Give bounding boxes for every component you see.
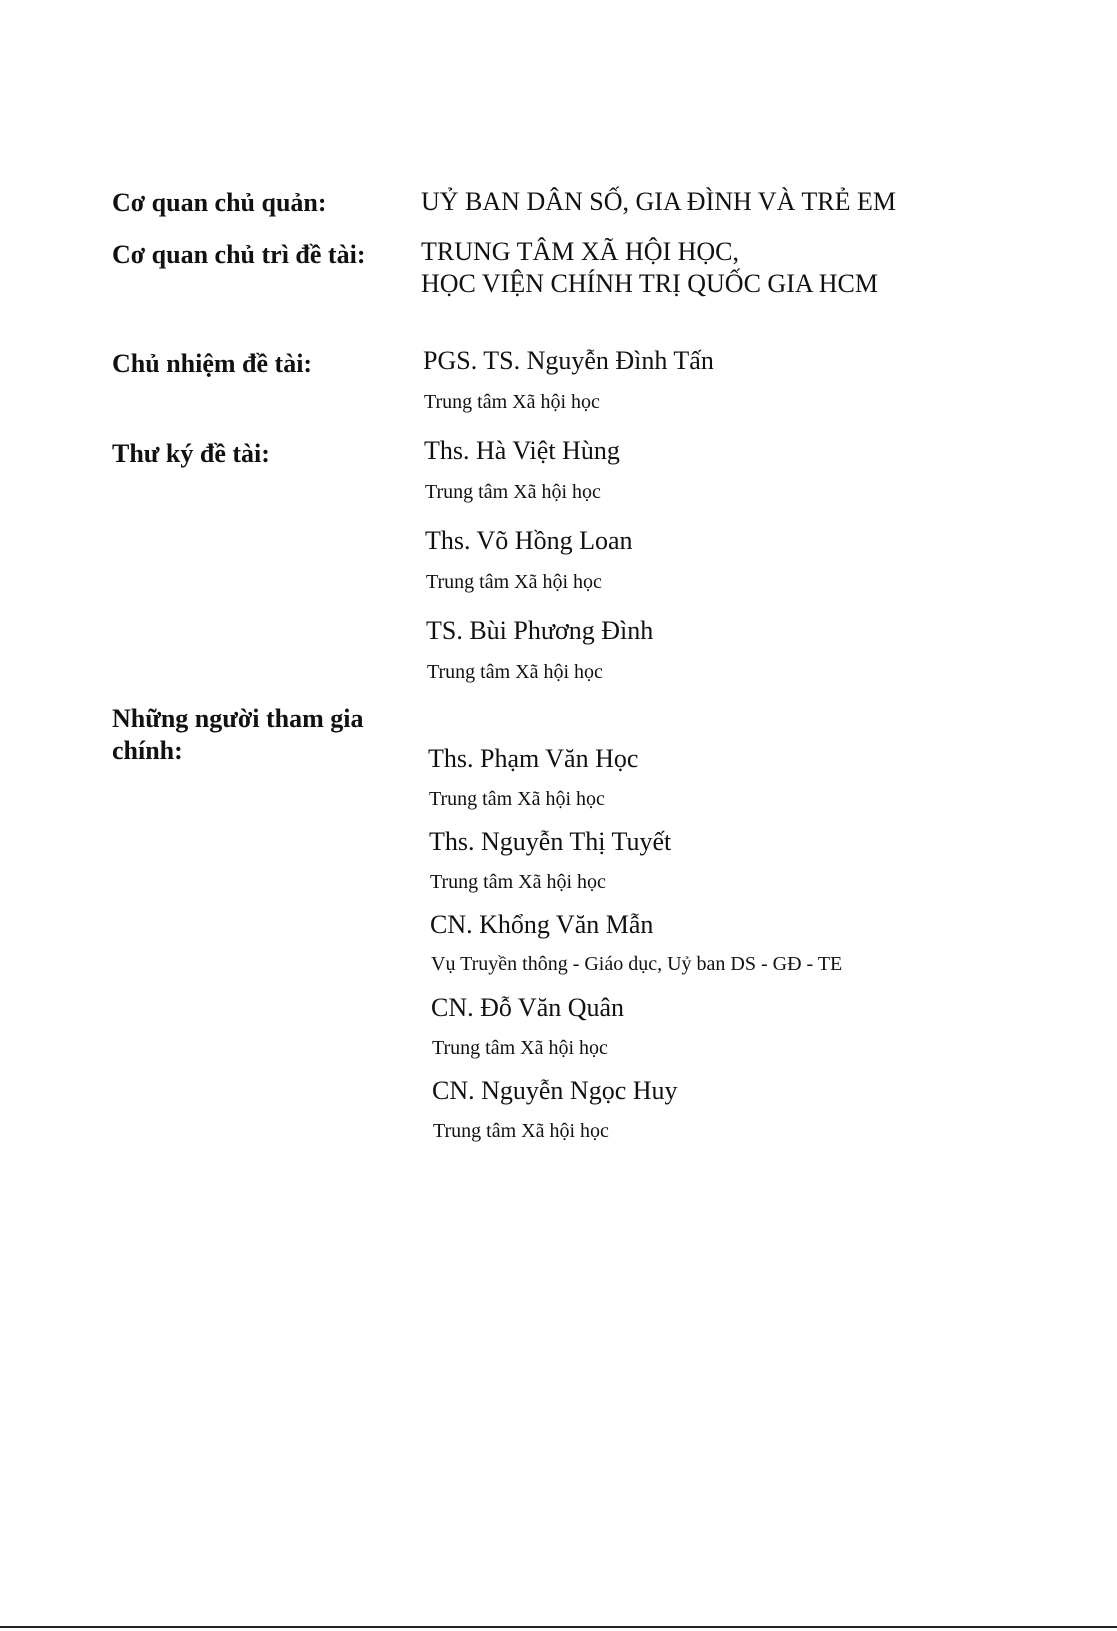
secretary-name: Ths. Hà Việt Hùng xyxy=(424,436,620,465)
project-secretary-label: Thư ký đề tài: xyxy=(112,439,270,468)
secretary-affiliation: Trung tâm Xã hội học xyxy=(426,571,602,593)
managing-agency-label: Cơ quan chủ quản: xyxy=(112,188,327,217)
participant-name: CN. Đỗ Văn Quân xyxy=(431,993,625,1022)
main-participants-label-line1: Những người tham gia xyxy=(112,704,364,733)
participant-affiliation: Trung tâm Xã hội học xyxy=(433,1120,609,1142)
host-agency-value-line2: HỌC VIỆN CHÍNH TRỊ QUỐC GIA HCM xyxy=(421,269,878,298)
main-participants-label-line2: chính: xyxy=(112,736,183,765)
participant-name: Ths. Nguyễn Thị Tuyết xyxy=(429,827,672,856)
secretary-name: Ths. Võ Hồng Loan xyxy=(425,526,633,555)
project-leader-label: Chủ nhiệm đề tài: xyxy=(112,349,313,378)
participant-affiliation: Trung tâm Xã hội học xyxy=(430,871,606,893)
secretary-affiliation: Trung tâm Xã hội học xyxy=(425,481,601,503)
leader-affiliation: Trung tâm Xã hội học xyxy=(424,391,600,413)
participant-affiliation: Trung tâm Xã hội học xyxy=(432,1037,608,1059)
scan-bottom-edge xyxy=(0,1626,1117,1628)
participant-affiliation: Trung tâm Xã hội học xyxy=(429,788,605,810)
host-agency-label: Cơ quan chủ trì đề tài: xyxy=(112,240,366,269)
participant-affiliation: Vụ Truyền thông - Giáo dục, Uỷ ban DS - GĐ - TE xyxy=(431,953,843,975)
secretary-name: TS. Bùi Phương Đình xyxy=(426,616,654,645)
participant-name: CN. Khổng Văn Mẫn xyxy=(430,910,654,939)
participant-name: CN. Nguyễn Ngọc Huy xyxy=(432,1076,678,1105)
participant-name: Ths. Phạm Văn Học xyxy=(428,744,639,773)
leader-name: PGS. TS. Nguyễn Đình Tấn xyxy=(423,346,714,375)
secretary-affiliation: Trung tâm Xã hội học xyxy=(427,661,603,683)
managing-agency-value: UỶ BAN DÂN SỐ, GIA ĐÌNH VÀ TRẺ EM xyxy=(421,187,896,216)
host-agency-value-line1: TRUNG TÂM XÃ HỘI HỌC, xyxy=(421,237,740,266)
